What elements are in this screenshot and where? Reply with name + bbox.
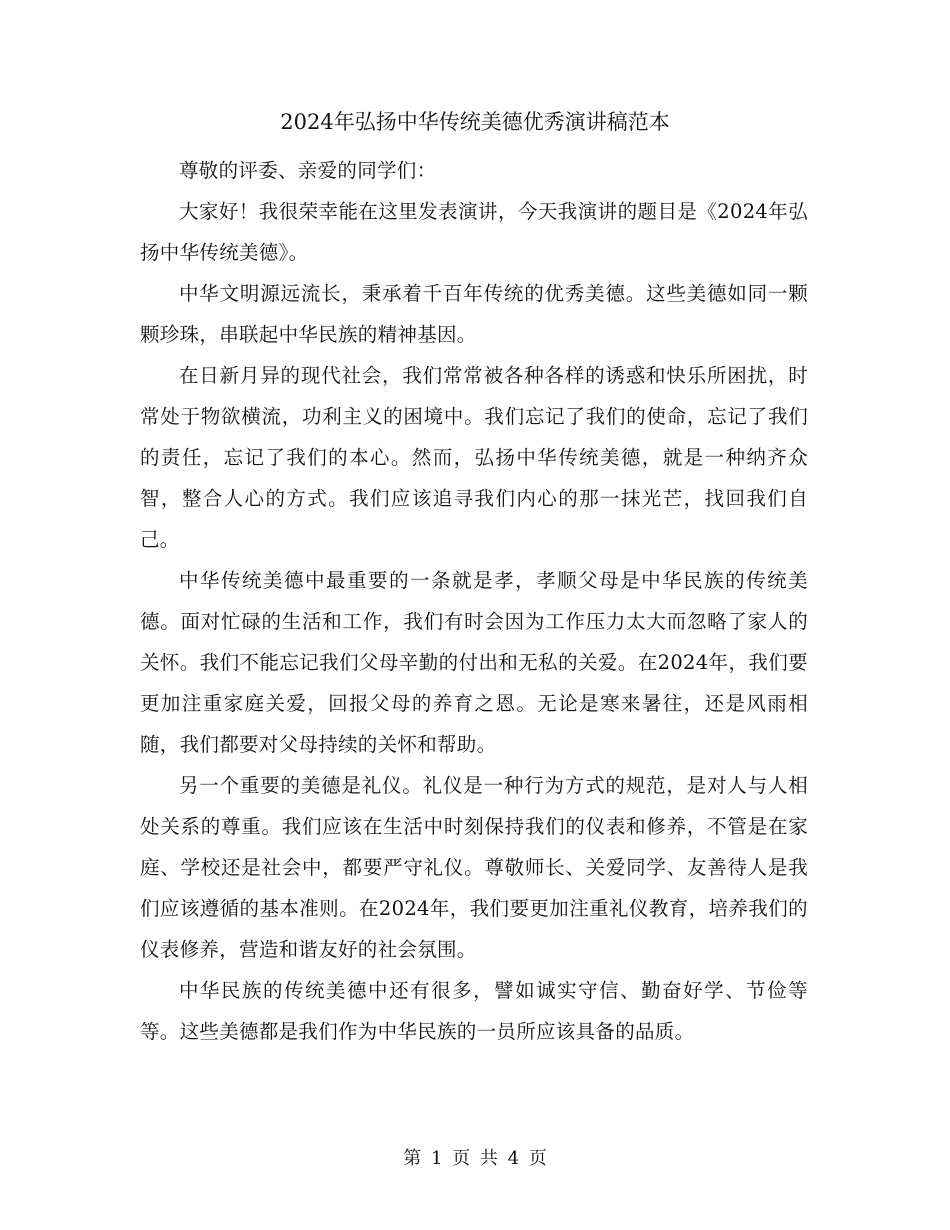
- paragraph-other-virtues: 中华民族的传统美德中还有很多，譬如诚实守信、勤奋好学、节俭等等。这些美德都是我们作为中华民族的一员所应该具备的品质。: [140, 979, 808, 1043]
- page-number-footer: 第 1 页 共 4 页: [403, 1148, 547, 1169]
- paragraph-intro: 大家好！我很荣幸能在这里发表演讲，今天我演讲的题目是《2024年弘扬中华传统美德》。: [140, 200, 808, 264]
- paragraph-modern-society: 在日新月异的现代社会，我们常常被各种各样的诱惑和快乐所困扰，时常处于物欲横流，功利主义的困境中。我们忘记了我们的使命，忘记了我们的责任，忘记了我们的本心。然而，弘扬中华传统美德，就是一种纳齐众智，整合人心的方式。我们应该追寻我们内心的那一抹光芒，找回我们自己。: [140, 364, 808, 551]
- document-body: [140, 150, 808, 1052]
- document-title: 2024年弘扬中华传统美德优秀演讲稿范本: [280, 110, 670, 134]
- paragraph-etiquette: 另一个重要的美德是礼仪。礼仪是一种行为方式的规范，是对人与人相处关系的尊重。我们应该在生活中时刻保持我们的仪表和修养，不管是在家庭、学校还是社会中，都要严守礼仪。尊敬师长、关爱同学、友善待人是我们应该遵循的基本准则。在2024年，我们要更加注重礼仪教育，培养我们的仪表修养，营造和谐友好的社会氛围。: [140, 774, 808, 961]
- paragraph-filial-piety: 中华传统美德中最重要的一条就是孝，孝顺父母是中华民族的传统美德。面对忙碌的生活和工作，我们有时会因为工作压力太大而忽略了家人的关怀。我们不能忘记我们父母辛勤的付出和无私的关爱。在2024年，我们要更加注重家庭关爱，回报父母的养育之恩。无论是寒来暑往，还是风雨相随，我们都要对父母持续的关怀和帮助。: [140, 569, 808, 756]
- paragraph-civilization: 中华文明源远流长，秉承着千百年传统的优秀美德。这些美德如同一颗颗珍珠，串联起中华民族的精神基因。: [140, 282, 808, 346]
- paragraph-greeting: 尊敬的评委、亲爱的同学们：: [179, 159, 437, 182]
